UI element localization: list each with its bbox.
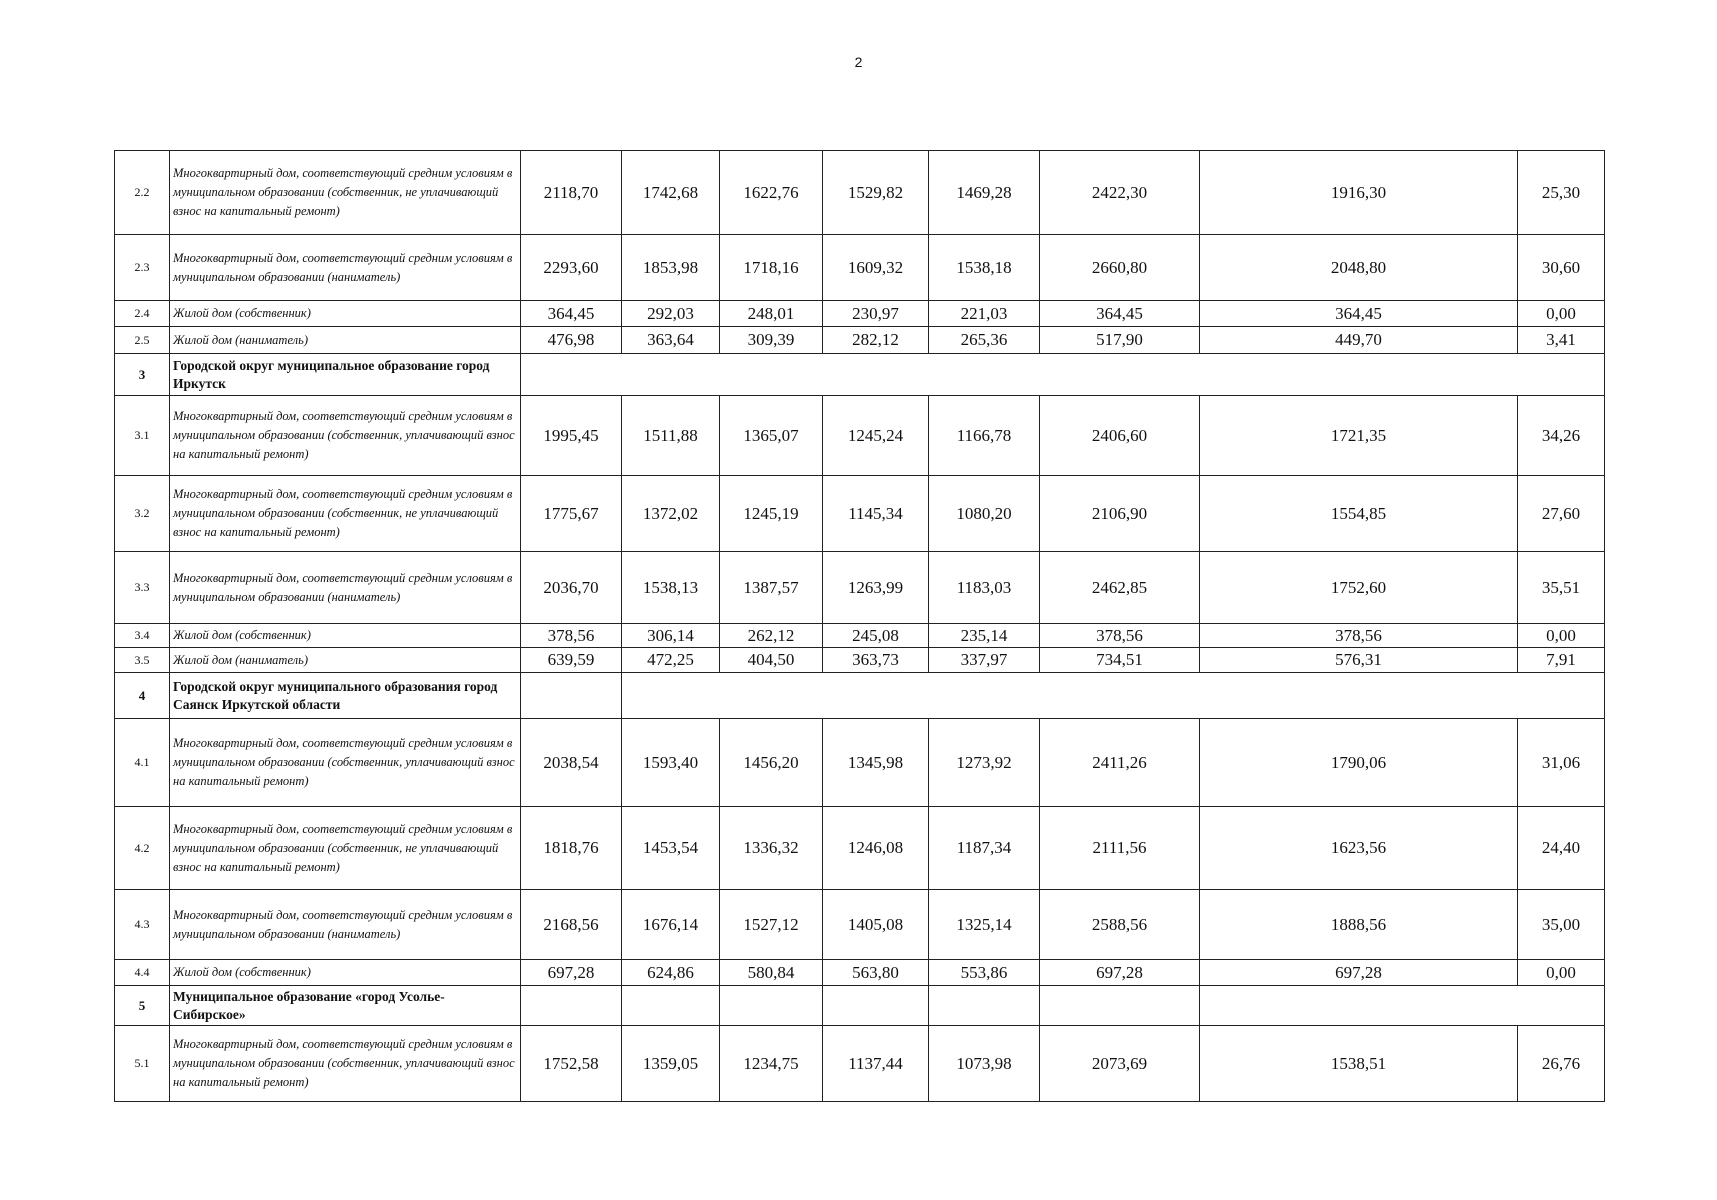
group-number: 4 xyxy=(115,673,170,719)
value-cell: 2411,26 xyxy=(1040,719,1200,807)
value-cell: 248,01 xyxy=(720,301,823,327)
empty-cell xyxy=(622,673,1605,719)
group-title: Городской округ муниципального образования город Саянск Иркутской области xyxy=(170,673,521,719)
table-row xyxy=(115,1026,1605,1102)
row-number: 2.4 xyxy=(115,301,170,327)
value-cell: 337,97 xyxy=(929,648,1040,673)
value-cell: 1995,45 xyxy=(521,396,622,476)
value-cell: 553,86 xyxy=(929,960,1040,986)
row-description: Многоквартирный дом, соответствующий средним условиям в муниципальном образовании (собственник, не уплачивающий взнос на капитальный ремонт) xyxy=(170,151,521,235)
value-cell: 1742,68 xyxy=(622,151,720,235)
value-cell: 364,45 xyxy=(521,301,622,327)
value-cell: 734,51 xyxy=(1040,648,1200,673)
row-number: 3.2 xyxy=(115,476,170,552)
empty-cell xyxy=(823,986,929,1026)
value-cell: 364,45 xyxy=(1200,301,1518,327)
value-cell: 1246,08 xyxy=(823,807,929,890)
value-cell: 1166,78 xyxy=(929,396,1040,476)
value-cell: 245,08 xyxy=(823,624,929,648)
value-cell: 1622,76 xyxy=(720,151,823,235)
value-cell: 1916,30 xyxy=(1200,151,1518,235)
table-row xyxy=(115,624,1605,648)
value-cell: 1359,05 xyxy=(622,1026,720,1102)
value-cell: 378,56 xyxy=(521,624,622,648)
tariff-table xyxy=(114,150,1605,1102)
value-cell: 1325,14 xyxy=(929,890,1040,960)
value-cell: 2293,60 xyxy=(521,235,622,301)
group-title: Муниципальное образование «город Усолье-Сибирское» xyxy=(170,986,521,1026)
value-cell: 1775,67 xyxy=(521,476,622,552)
value-cell: 24,40 xyxy=(1518,807,1605,890)
row-description: Многоквартирный дом, соответствующий средним условиям в муниципальном образовании (наниматель) xyxy=(170,890,521,960)
value-cell: 1387,57 xyxy=(720,552,823,624)
group-row xyxy=(115,986,1605,1026)
page-number: 2 xyxy=(854,54,863,70)
value-cell: 0,00 xyxy=(1518,624,1605,648)
value-cell: 1676,14 xyxy=(622,890,720,960)
value-cell: 2168,56 xyxy=(521,890,622,960)
value-cell: 35,00 xyxy=(1518,890,1605,960)
group-number: 5 xyxy=(115,986,170,1026)
empty-cell xyxy=(622,986,720,1026)
value-cell: 1718,16 xyxy=(720,235,823,301)
row-description: Жилой дом (наниматель) xyxy=(170,648,521,673)
value-cell: 1405,08 xyxy=(823,890,929,960)
value-cell: 378,56 xyxy=(1200,624,1518,648)
value-cell: 262,12 xyxy=(720,624,823,648)
value-cell: 2073,69 xyxy=(1040,1026,1200,1102)
row-number: 2.3 xyxy=(115,235,170,301)
value-cell: 1080,20 xyxy=(929,476,1040,552)
table-row xyxy=(115,552,1605,624)
row-description: Многоквартирный дом, соответствующий средним условиям в муниципальном образовании (собственник, не уплачивающий взнос на капитальный ремонт) xyxy=(170,807,521,890)
value-cell: 1372,02 xyxy=(622,476,720,552)
row-description: Многоквартирный дом, соответствующий средним условиям в муниципальном образовании (наниматель) xyxy=(170,235,521,301)
value-cell: 449,70 xyxy=(1200,327,1518,354)
row-description: Многоквартирный дом, соответствующий средним условиям в муниципальном образовании (собственник, уплачивающий взнос на капитальный ремонт) xyxy=(170,719,521,807)
row-number: 2.5 xyxy=(115,327,170,354)
table-row xyxy=(115,151,1605,235)
value-cell: 2660,80 xyxy=(1040,235,1200,301)
value-cell: 1245,19 xyxy=(720,476,823,552)
value-cell: 639,59 xyxy=(521,648,622,673)
value-cell: 404,50 xyxy=(720,648,823,673)
group-row xyxy=(115,354,1605,396)
value-cell: 1187,34 xyxy=(929,807,1040,890)
table-row xyxy=(115,719,1605,807)
value-cell: 1609,32 xyxy=(823,235,929,301)
empty-cell xyxy=(521,354,1605,396)
value-cell: 1183,03 xyxy=(929,552,1040,624)
value-cell: 1234,75 xyxy=(720,1026,823,1102)
row-description: Жилой дом (собственник) xyxy=(170,301,521,327)
value-cell: 265,36 xyxy=(929,327,1040,354)
row-description: Многоквартирный дом, соответствующий средним условиям в муниципальном образовании (собственник, уплачивающий взнос на капитальный ремонт) xyxy=(170,396,521,476)
table-row xyxy=(115,301,1605,327)
empty-cell xyxy=(1040,986,1200,1026)
value-cell: 2406,60 xyxy=(1040,396,1200,476)
value-cell: 1790,06 xyxy=(1200,719,1518,807)
value-cell: 2422,30 xyxy=(1040,151,1200,235)
value-cell: 31,06 xyxy=(1518,719,1605,807)
value-cell: 580,84 xyxy=(720,960,823,986)
value-cell: 221,03 xyxy=(929,301,1040,327)
value-cell: 1336,32 xyxy=(720,807,823,890)
row-description: Жилой дом (собственник) xyxy=(170,960,521,986)
value-cell: 25,30 xyxy=(1518,151,1605,235)
value-cell: 563,80 xyxy=(823,960,929,986)
row-number: 3.1 xyxy=(115,396,170,476)
value-cell: 26,76 xyxy=(1518,1026,1605,1102)
value-cell: 282,12 xyxy=(823,327,929,354)
table-row xyxy=(115,235,1605,301)
value-cell: 30,60 xyxy=(1518,235,1605,301)
value-cell: 2588,56 xyxy=(1040,890,1200,960)
value-cell: 1469,28 xyxy=(929,151,1040,235)
value-cell: 364,45 xyxy=(1040,301,1200,327)
row-number: 3.5 xyxy=(115,648,170,673)
row-number: 3.3 xyxy=(115,552,170,624)
row-description: Многоквартирный дом, соответствующий средним условиям в муниципальном образовании (наниматель) xyxy=(170,552,521,624)
value-cell: 1137,44 xyxy=(823,1026,929,1102)
value-cell: 576,31 xyxy=(1200,648,1518,673)
table-row xyxy=(115,476,1605,552)
row-description: Многоквартирный дом, соответствующий средним условиям в муниципальном образовании (собственник, уплачивающий взнос на капитальный ремонт) xyxy=(170,1026,521,1102)
value-cell: 1538,51 xyxy=(1200,1026,1518,1102)
group-number: 3 xyxy=(115,354,170,396)
value-cell: 2462,85 xyxy=(1040,552,1200,624)
value-cell: 1073,98 xyxy=(929,1026,1040,1102)
value-cell: 1593,40 xyxy=(622,719,720,807)
value-cell: 517,90 xyxy=(1040,327,1200,354)
row-number: 5.1 xyxy=(115,1026,170,1102)
value-cell: 1752,58 xyxy=(521,1026,622,1102)
value-cell: 2048,80 xyxy=(1200,235,1518,301)
value-cell: 1527,12 xyxy=(720,890,823,960)
row-description: Многоквартирный дом, соответствующий средним условиям в муниципальном образовании (собственник, не уплачивающий взнос на капитальный ремонт) xyxy=(170,476,521,552)
value-cell: 476,98 xyxy=(521,327,622,354)
value-cell: 363,64 xyxy=(622,327,720,354)
value-cell: 2106,90 xyxy=(1040,476,1200,552)
table-row xyxy=(115,960,1605,986)
value-cell: 2118,70 xyxy=(521,151,622,235)
value-cell: 1752,60 xyxy=(1200,552,1518,624)
row-number: 2.2 xyxy=(115,151,170,235)
value-cell: 306,14 xyxy=(622,624,720,648)
value-cell: 624,86 xyxy=(622,960,720,986)
value-cell: 1145,34 xyxy=(823,476,929,552)
value-cell: 0,00 xyxy=(1518,301,1605,327)
value-cell: 697,28 xyxy=(1040,960,1200,986)
empty-cell xyxy=(929,986,1040,1026)
value-cell: 1554,85 xyxy=(1200,476,1518,552)
value-cell: 378,56 xyxy=(1040,624,1200,648)
row-number: 4.2 xyxy=(115,807,170,890)
value-cell: 697,28 xyxy=(521,960,622,986)
table-row xyxy=(115,648,1605,673)
value-cell: 1365,07 xyxy=(720,396,823,476)
value-cell: 1538,18 xyxy=(929,235,1040,301)
empty-cell xyxy=(720,986,823,1026)
value-cell: 1888,56 xyxy=(1200,890,1518,960)
row-number: 4.4 xyxy=(115,960,170,986)
value-cell: 35,51 xyxy=(1518,552,1605,624)
value-cell: 2038,54 xyxy=(521,719,622,807)
group-title: Городской округ муниципальное образование город Иркутск xyxy=(170,354,521,396)
value-cell: 2111,56 xyxy=(1040,807,1200,890)
row-number: 3.4 xyxy=(115,624,170,648)
value-cell: 27,60 xyxy=(1518,476,1605,552)
value-cell: 1456,20 xyxy=(720,719,823,807)
value-cell: 697,28 xyxy=(1200,960,1518,986)
value-cell: 2036,70 xyxy=(521,552,622,624)
value-cell: 363,73 xyxy=(823,648,929,673)
value-cell: 0,00 xyxy=(1518,960,1605,986)
value-cell: 1529,82 xyxy=(823,151,929,235)
value-cell: 1623,56 xyxy=(1200,807,1518,890)
value-cell: 472,25 xyxy=(622,648,720,673)
value-cell: 1818,76 xyxy=(521,807,622,890)
group-row xyxy=(115,673,1605,719)
row-description: Жилой дом (собственник) xyxy=(170,624,521,648)
value-cell: 1453,54 xyxy=(622,807,720,890)
table-row xyxy=(115,890,1605,960)
row-number: 4.3 xyxy=(115,890,170,960)
table-row xyxy=(115,807,1605,890)
value-cell: 1245,24 xyxy=(823,396,929,476)
empty-cell xyxy=(521,673,622,719)
value-cell: 235,14 xyxy=(929,624,1040,648)
value-cell: 1273,92 xyxy=(929,719,1040,807)
table-row xyxy=(115,396,1605,476)
value-cell: 1721,35 xyxy=(1200,396,1518,476)
empty-cell xyxy=(1200,986,1605,1026)
value-cell: 1263,99 xyxy=(823,552,929,624)
value-cell: 230,97 xyxy=(823,301,929,327)
value-cell: 292,03 xyxy=(622,301,720,327)
value-cell: 1345,98 xyxy=(823,719,929,807)
value-cell: 1511,88 xyxy=(622,396,720,476)
value-cell: 7,91 xyxy=(1518,648,1605,673)
empty-cell xyxy=(521,986,622,1026)
value-cell: 309,39 xyxy=(720,327,823,354)
value-cell: 1853,98 xyxy=(622,235,720,301)
value-cell: 1538,13 xyxy=(622,552,720,624)
table-row xyxy=(115,327,1605,354)
row-description: Жилой дом (наниматель) xyxy=(170,327,521,354)
value-cell: 34,26 xyxy=(1518,396,1605,476)
row-number: 4.1 xyxy=(115,719,170,807)
value-cell: 3,41 xyxy=(1518,327,1605,354)
